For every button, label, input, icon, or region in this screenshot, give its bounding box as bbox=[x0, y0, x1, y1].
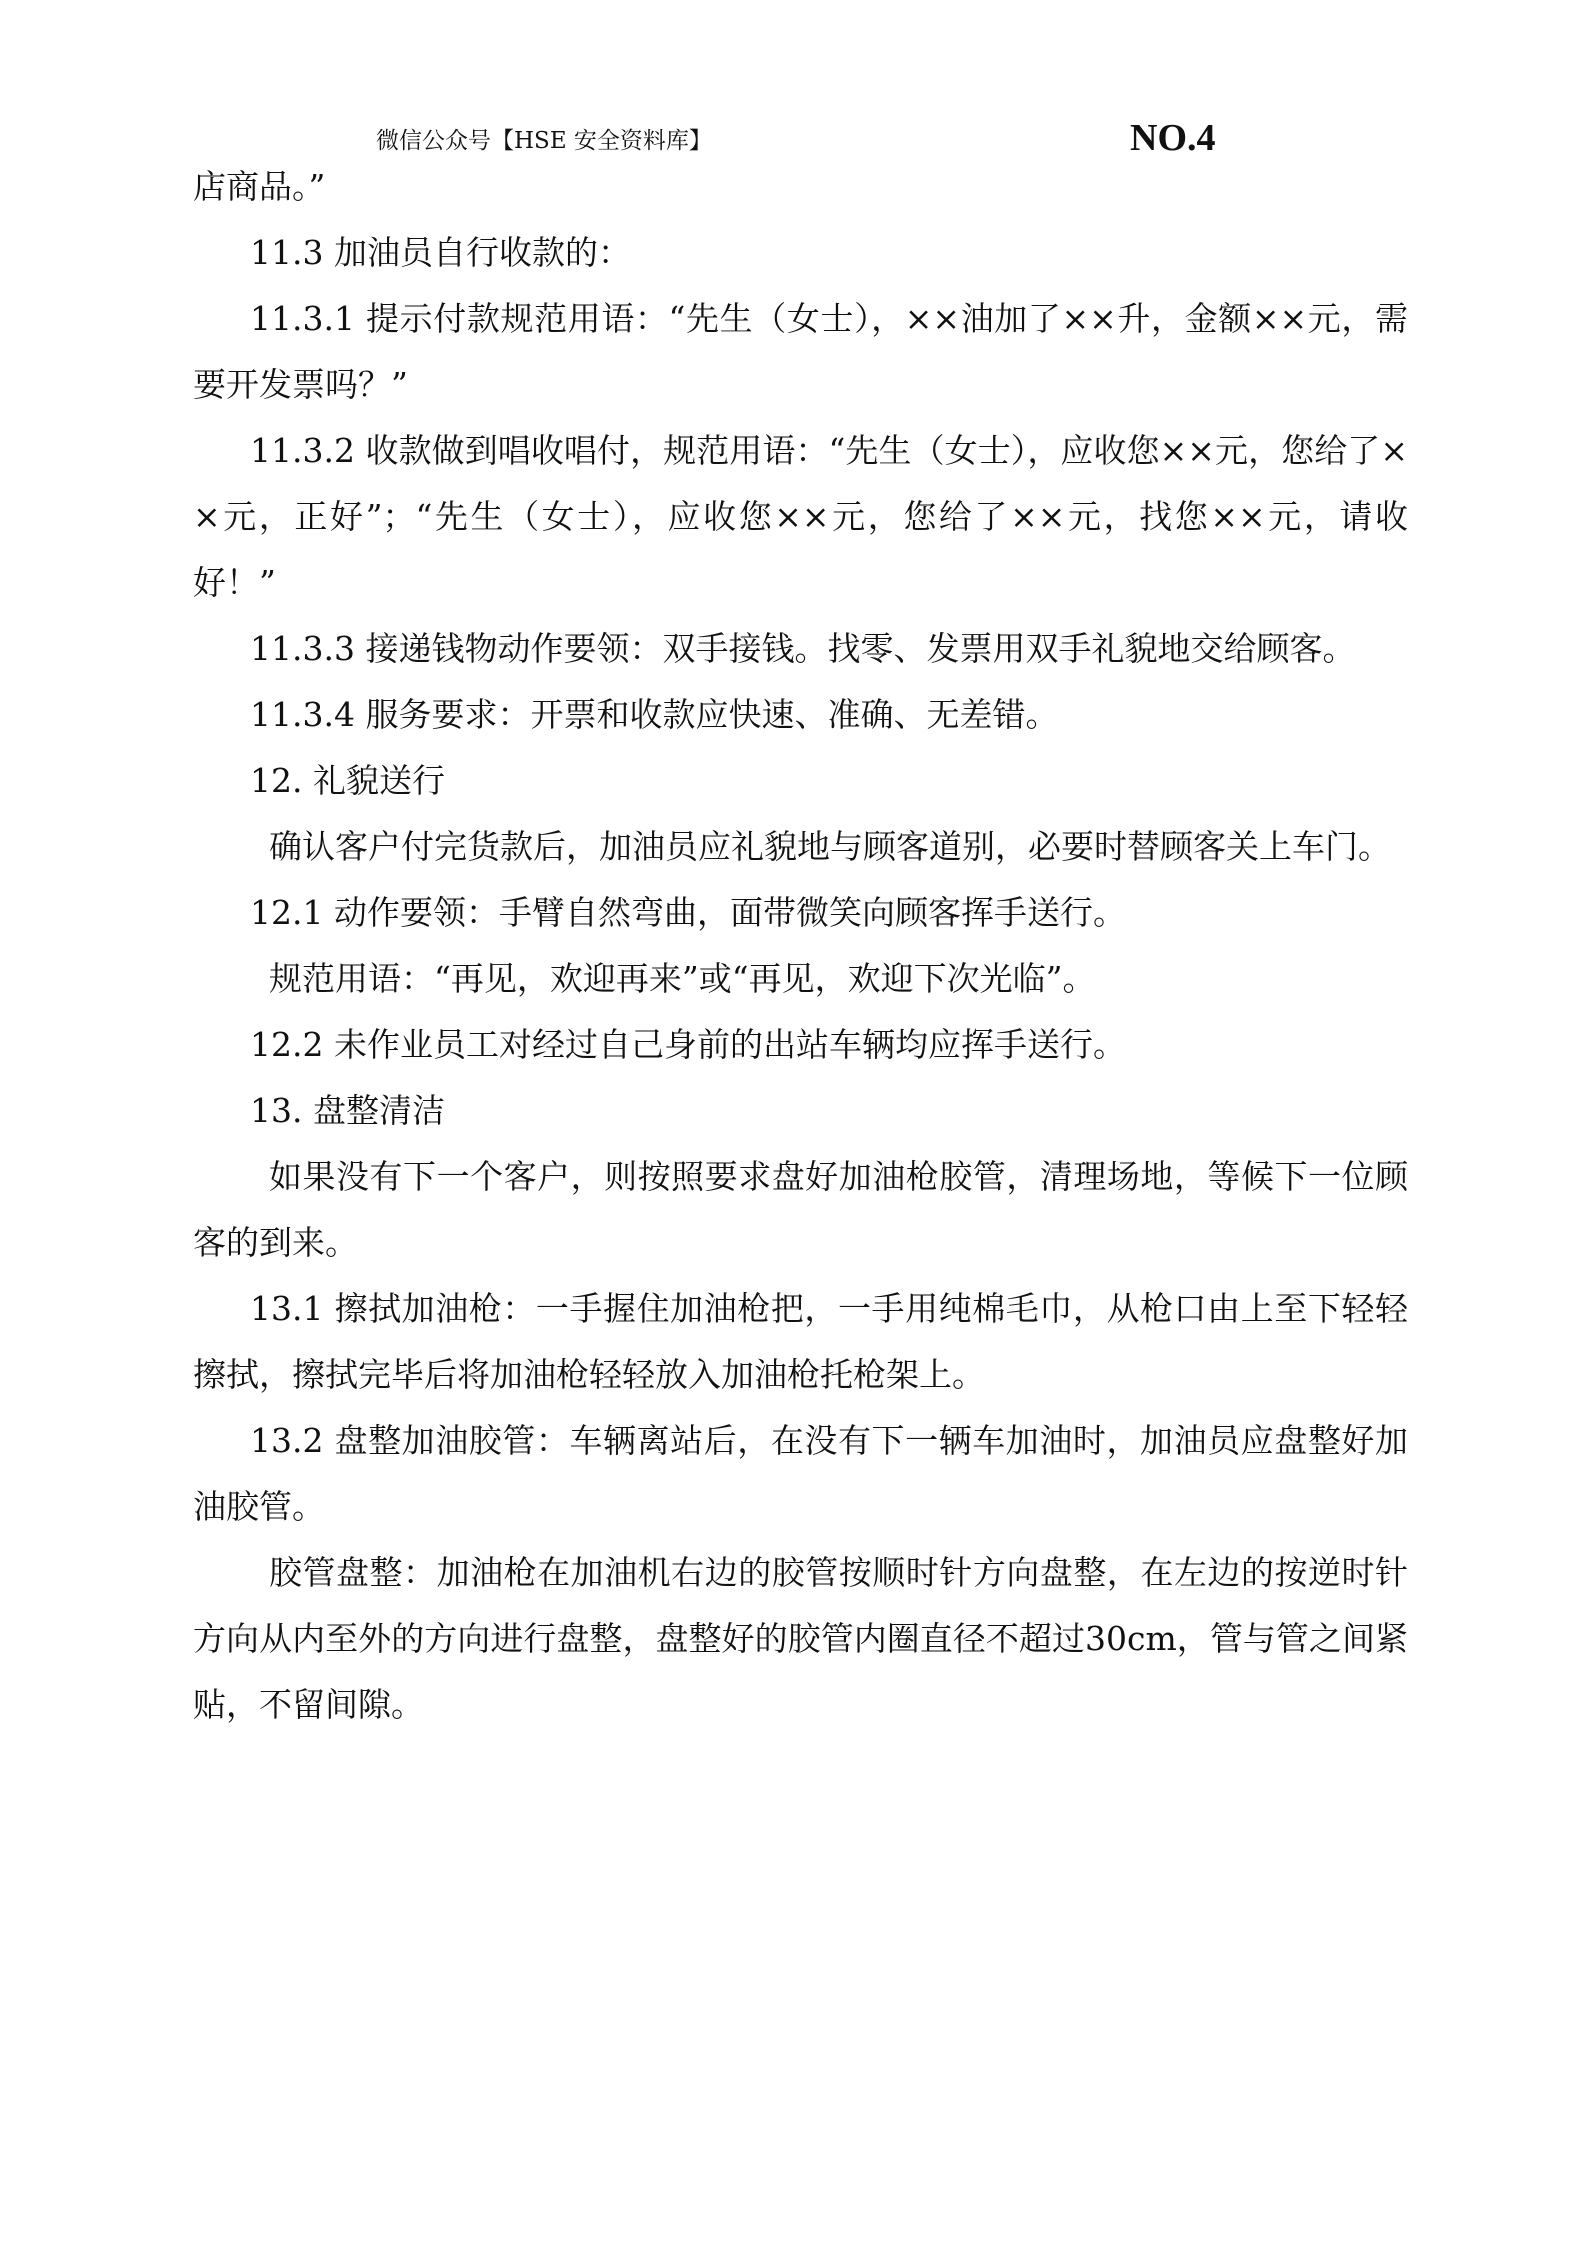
paragraph: 11.3.2 收款做到唱收唱付，规范用语：“先生（女士），应收您××元，您给了××元，正好”；“先生（女士），应收您××元，您给了××元，找您××元，请收好！” bbox=[193, 431, 1408, 602]
paragraph: 确认客户付完货款后，加油员应礼貌地与顾客道别，必要时替顾客关上车门。 bbox=[269, 827, 1391, 866]
paragraph: 店商品。” bbox=[193, 167, 326, 206]
paragraph: 13.2 盘整加油胶管：车辆离站后，在没有下一辆车加油时，加油员应盘整好加油胶管。 bbox=[193, 1421, 1408, 1526]
paragraph: 胶管盘整：加油枪在加油机右边的胶管按顺时针方向盘整，在左边的按逆时针方向从内至外的方向进行盘整，盘整好的胶管内圈直径不超过30cm，管与管之间紧贴，不留间隙。 bbox=[193, 1553, 1408, 1724]
paragraph: 11.3.1 提示付款规范用语：“先生（女士），××油加了××升，金额××元，需要开发票吗？” bbox=[193, 299, 1408, 404]
section-heading: 12. 礼貌送行 bbox=[250, 761, 445, 800]
page-number: NO.4 bbox=[1130, 117, 1216, 159]
paragraph: 11.3 加油员自行收款的： bbox=[250, 233, 631, 272]
paragraph: 11.3.4 服务要求：开票和收款应快速、准确、无差错。 bbox=[250, 695, 1059, 734]
header-source: 微信公众号【HSE 安全资料库】 bbox=[376, 128, 712, 154]
paragraph: 12.2 未作业员工对经过自己身前的出站车辆均应挥手送行。 bbox=[250, 1025, 1126, 1064]
paragraph: 12.1 动作要领：手臂自然弯曲，面带微笑向顾客挥手送行。 bbox=[250, 893, 1126, 932]
paragraph: 11.3.3 接递钱物动作要领：双手接钱。找零、发票用双手礼貌地交给顾客。 bbox=[250, 629, 1356, 668]
section-heading: 13. 盘整清洁 bbox=[250, 1091, 445, 1130]
document-body bbox=[193, 154, 1408, 1738]
paragraph: 13.1 擦拭加油枪：一手握住加油枪把，一手用纯棉毛巾，从枪口由上至下轻轻擦拭，擦拭完毕后将加油枪轻轻放入加油枪托枪架上。 bbox=[193, 1289, 1408, 1394]
paragraph: 如果没有下一个客户，则按照要求盘好加油枪胶管，清理场地，等候下一位顾客的到来。 bbox=[193, 1157, 1408, 1262]
paragraph: 规范用语：“再见，欢迎再来”或“再见，欢迎下次光临”。 bbox=[269, 959, 1096, 998]
